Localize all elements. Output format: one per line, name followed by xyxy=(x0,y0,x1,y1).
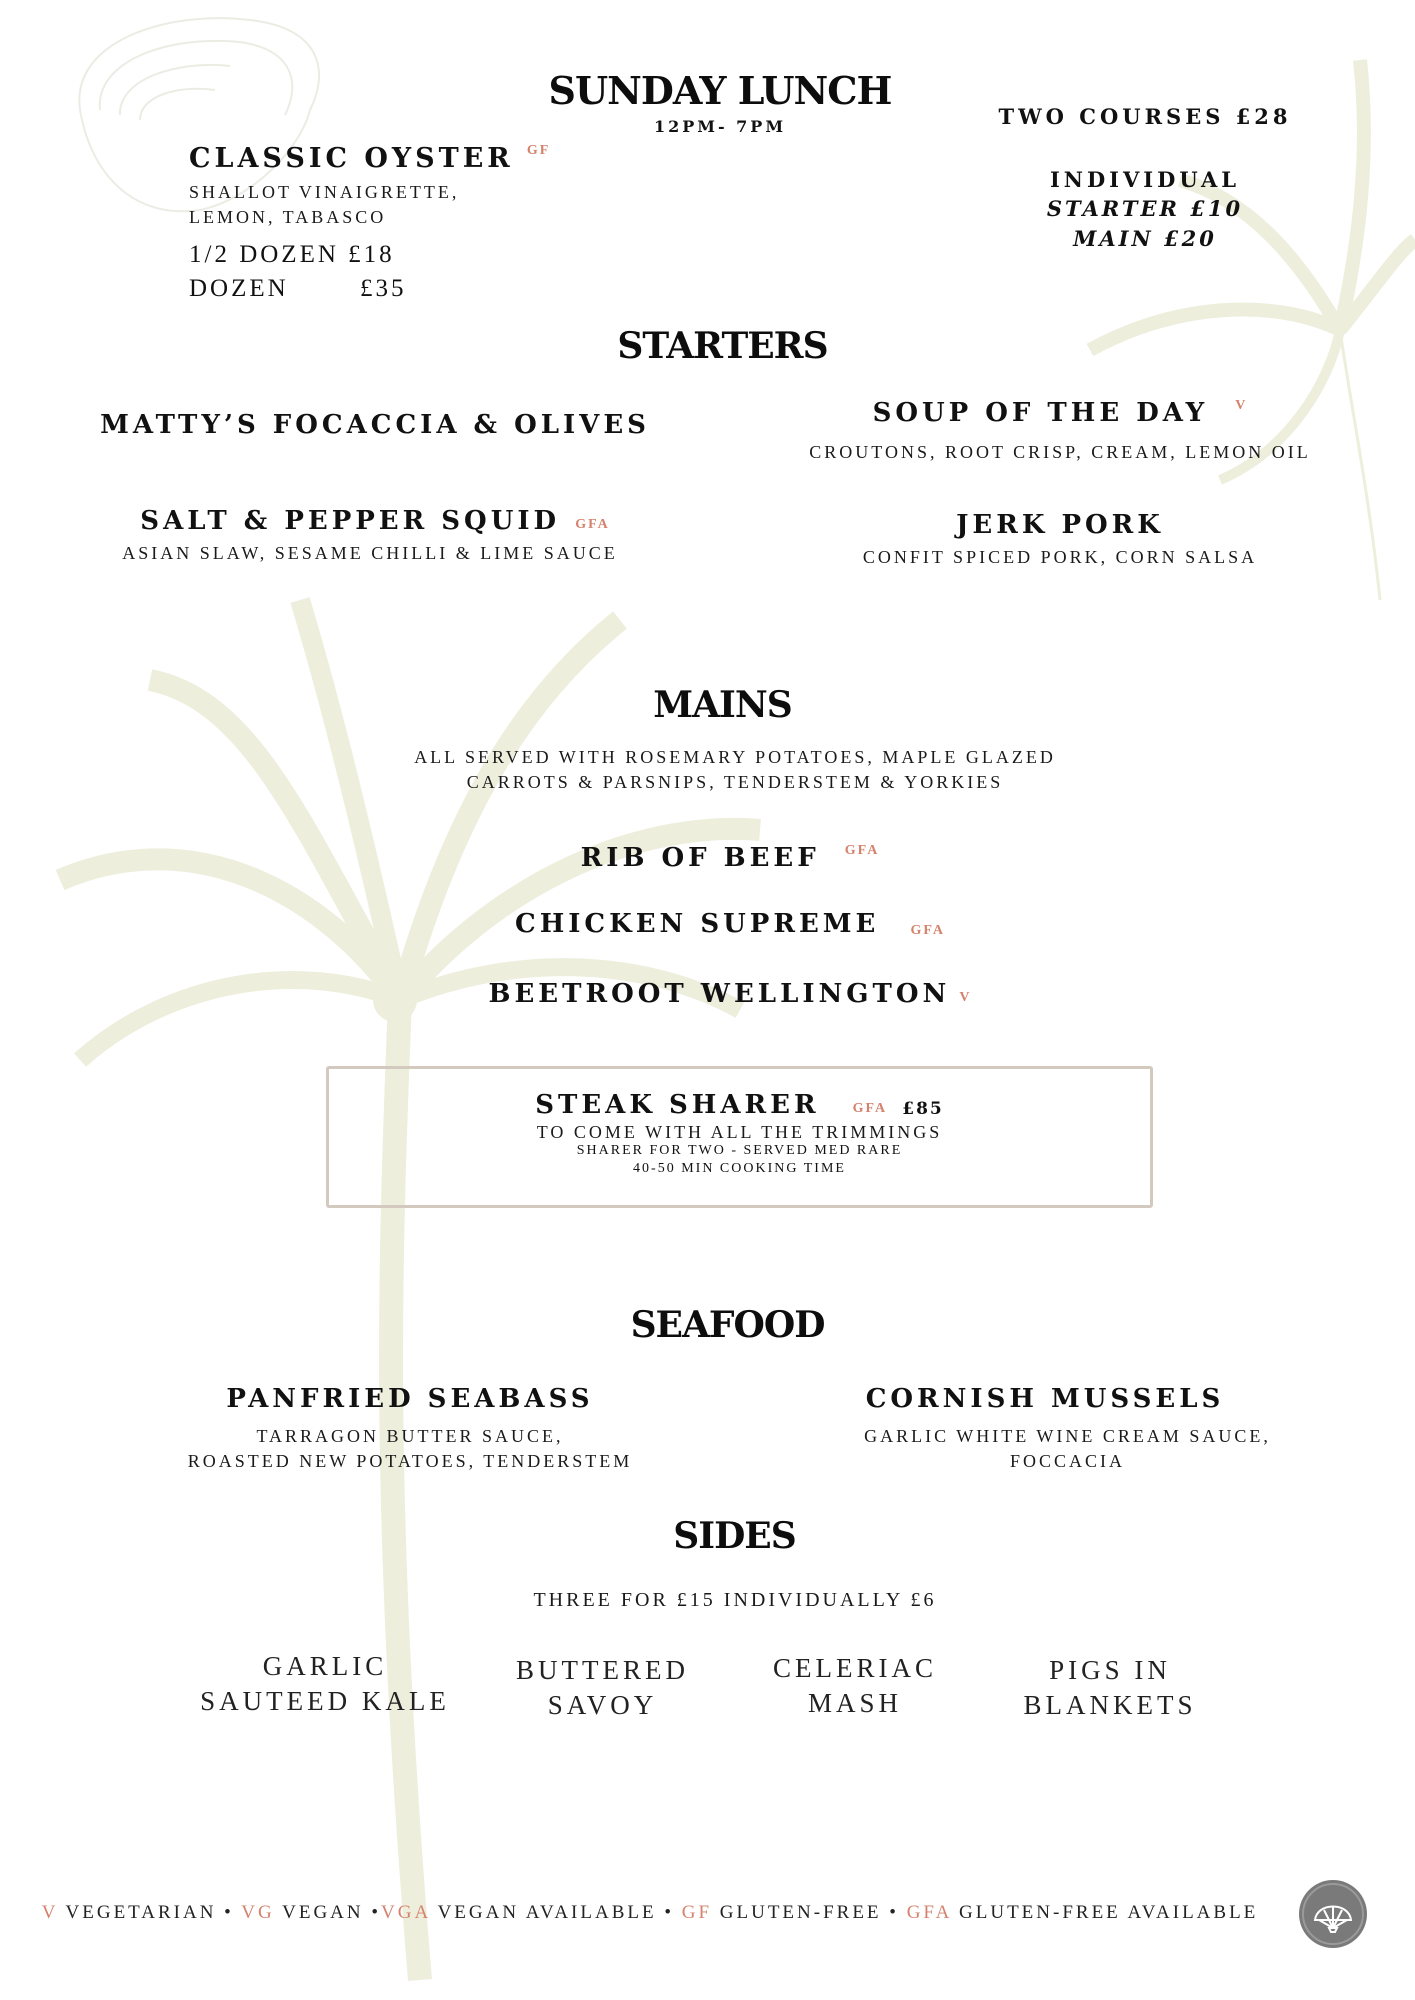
main-item xyxy=(420,909,1040,939)
side-item: CELERIAC MASH xyxy=(773,1653,937,1718)
sharer-price: £85 xyxy=(902,1098,944,1119)
starter-desc: CROUTONS, ROOT CRISP, CREAM, LEMON OIL xyxy=(809,442,1311,462)
starter-name: JERK PORK xyxy=(956,510,1164,540)
starter-item xyxy=(60,506,690,536)
seafood-item xyxy=(745,1384,1345,1414)
side-item: PIGS IN BLANKETS xyxy=(1023,1655,1197,1720)
seafood-desc-2: ROASTED NEW POTATOES, TENDERSTEM xyxy=(187,1451,633,1471)
starter-desc: CONFIT SPICED PORK, CORN SALSA xyxy=(862,547,1258,567)
mains-note-1: ALL SERVED WITH ROSEMARY POTATOES, MAPLE GLAZED xyxy=(414,747,1056,767)
legend-separator: • xyxy=(664,1902,674,1923)
sharer-name: STEAK SHARER xyxy=(535,1090,820,1120)
mains-note-2: CARROTS & PARSNIPS, TENDERSTEM & YORKIES xyxy=(466,772,1004,792)
legend-label: VEGAN AVAILABLE xyxy=(437,1902,657,1923)
legend-separator: • xyxy=(889,1902,899,1923)
legend-separator: • xyxy=(371,1902,382,1923)
seafood-name: CORNISH MUSSELS xyxy=(865,1384,1225,1414)
seafood-item xyxy=(90,1384,730,1414)
legend-code: GF xyxy=(681,1902,713,1923)
main-price: MAIN £20 xyxy=(1073,226,1217,251)
seafood-desc-1: TARRAGON BUTTER SAUCE, xyxy=(256,1426,564,1446)
starter-price: STARTER £10 xyxy=(1046,196,1244,221)
legend-code: VG xyxy=(241,1902,275,1923)
starters-heading: STARTERS xyxy=(617,325,828,367)
sharer-line-3: 40-50 MIN COOKING TIME xyxy=(633,1161,846,1176)
main-item xyxy=(420,843,1040,873)
service-hours: 12PM- 7PM xyxy=(653,117,787,136)
starter-item xyxy=(760,398,1360,428)
page-title: SUNDAY LUNCH xyxy=(548,68,892,113)
oyster-desc-2: LEMON, TABASCO xyxy=(189,207,387,227)
starter-name: SOUP OF THE DAY xyxy=(872,398,1209,428)
seafood-desc-2: FOCCACIA xyxy=(1009,1451,1126,1471)
mains-heading: MAINS xyxy=(653,684,792,726)
main-name: BEETROOT WELLINGTON xyxy=(488,979,951,1009)
legend-code: GFA xyxy=(906,1902,952,1923)
oyster-name: CLASSIC OYSTER xyxy=(189,143,514,174)
starter-tag: GFA xyxy=(575,516,610,532)
oyster-tag: GF xyxy=(526,143,551,158)
oyster-item xyxy=(189,143,550,174)
seafood-desc-1: GARLIC WHITE WINE CREAM SAUCE, xyxy=(864,1426,1271,1446)
seafood-heading: SEAFOOD xyxy=(630,1304,825,1346)
legend-label: VEGAN xyxy=(282,1902,364,1923)
legend-code: V xyxy=(41,1902,59,1923)
sharer-tag: GFA xyxy=(852,1100,888,1116)
shell-logo-icon xyxy=(1299,1880,1367,1948)
side-item: GARLIC SAUTEED KALE xyxy=(200,1651,450,1716)
starter-name: SALT & PEPPER SQUID xyxy=(140,506,561,536)
seafood-name: PANFRIED SEABASS xyxy=(226,1384,594,1414)
dietary-legend xyxy=(0,1902,1300,1924)
starter-name: MATTY’S FOCACCIA & OLIVES xyxy=(100,410,650,440)
legend-code: VGA xyxy=(381,1902,431,1923)
legend-label: GLUTEN-FREE xyxy=(719,1902,882,1923)
legend-separator: • xyxy=(224,1902,234,1923)
starter-item xyxy=(760,510,1360,540)
oyster-half-dozen: 1/2 DOZEN £18 xyxy=(189,241,395,268)
sharer-line-2: SHARER FOR TWO - SERVED MED RARE xyxy=(576,1143,903,1158)
sides-heading: SIDES xyxy=(673,1515,796,1557)
palm-tree-icon xyxy=(60,600,760,1980)
sharer-line-1: TO COME WITH ALL THE TRIMMINGS xyxy=(536,1122,943,1142)
main-tag: V xyxy=(959,989,972,1005)
oyster-dozen-price: £35 xyxy=(360,275,407,302)
sides-pricing: THREE FOR £15 INDIVIDUALLY £6 xyxy=(533,1589,937,1611)
starter-tag: V xyxy=(1235,398,1248,413)
legend-label: GLUTEN-FREE AVAILABLE xyxy=(959,1902,1259,1923)
individual-label: INDIVIDUAL xyxy=(1049,167,1241,192)
side-item: BUTTERED SAVOY xyxy=(516,1655,689,1720)
main-name: CHICKEN SUPREME xyxy=(515,909,880,939)
main-name: RIB OF BEEF xyxy=(580,843,820,873)
legend-label: VEGETARIAN xyxy=(65,1902,217,1923)
starter-desc: ASIAN SLAW, SESAME CHILLI & LIME SAUCE xyxy=(122,543,618,563)
two-courses-price: TWO COURSES £28 xyxy=(998,104,1292,129)
oyster-dozen-label: DOZEN xyxy=(189,275,289,302)
sharer-heading xyxy=(326,1090,1153,1120)
oyster-desc-1: SHALLOT VINAIGRETTE, xyxy=(189,182,460,202)
main-tag: GFA xyxy=(910,923,945,938)
main-tag: GFA xyxy=(844,843,880,858)
main-item xyxy=(420,979,1040,1009)
starter-item xyxy=(60,410,690,440)
